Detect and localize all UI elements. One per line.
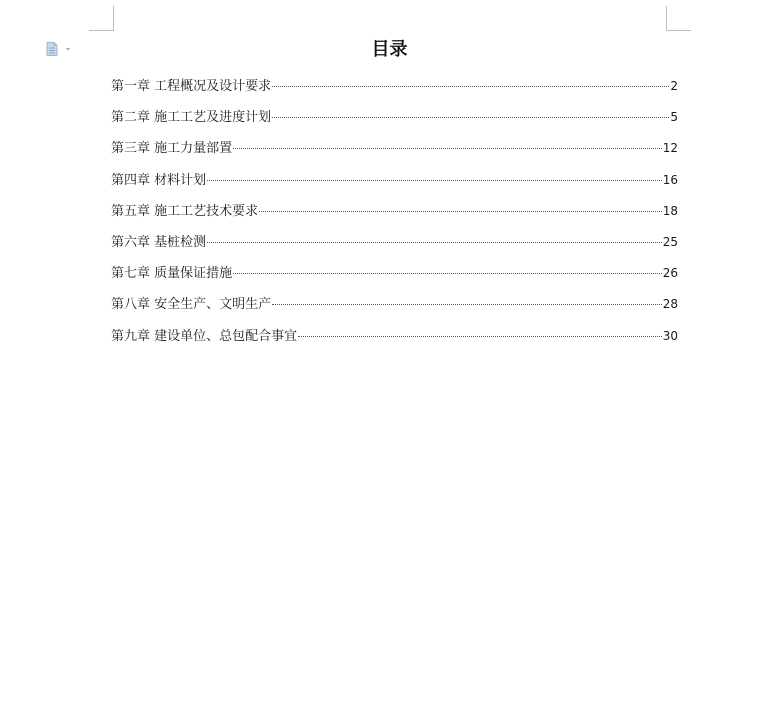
crop-mark-top-right [666, 6, 691, 31]
toc-heading: 安全生产、文明生产 [154, 297, 272, 313]
toc-entry-4[interactable] [111, 171, 678, 202]
toc-list [111, 77, 678, 358]
toc-chapter: 第一章 [111, 79, 151, 94]
toc-entry-3[interactable] [111, 139, 678, 170]
toc-heading: 基桩检测 [154, 234, 207, 250]
toc-chapter: 第八章 [111, 297, 151, 313]
toc-page-number: 18 [662, 203, 678, 218]
crop-mark-top-left [89, 6, 114, 31]
toc-dot-leader [272, 117, 669, 118]
toc-chapter: 第六章 [111, 234, 151, 250]
toc-heading: 质量保证措施 [154, 266, 233, 282]
toc-entry-1[interactable] [111, 77, 678, 108]
toc-page-number: 5 [670, 110, 678, 125]
toc-chapter: 第四章 [111, 172, 151, 188]
toc-heading: 施工力量部置 [154, 141, 233, 157]
toc-title: 目录 [371, 39, 408, 60]
toc-heading: 建设单位、总包配合事宜 [154, 328, 298, 344]
toc-dot-leader [272, 86, 669, 87]
toc-dot-leader [207, 242, 662, 243]
toc-page-number: 25 [662, 234, 678, 249]
toc-heading: 施工工艺及进度计划 [154, 110, 272, 126]
toc-entry-9[interactable] [111, 327, 678, 358]
toc-dot-leader [233, 148, 662, 149]
toc-entry-6[interactable] [111, 233, 678, 264]
toc-dot-leader [233, 273, 662, 274]
toc-heading: 材料计划 [154, 172, 207, 188]
toc-page-number: 2 [670, 79, 678, 93]
toc-entry-2[interactable] [111, 108, 678, 139]
toc-entry-8[interactable] [111, 295, 678, 326]
toc-heading: 施工工艺技术要求 [154, 203, 259, 219]
toc-chapter: 第三章 [111, 141, 151, 157]
toc-page-number: 30 [662, 328, 678, 343]
toc-page-number: 16 [662, 172, 678, 187]
toc-page-number: 26 [662, 266, 678, 281]
toc-entry-5[interactable] [111, 202, 678, 233]
toc-chapter: 第七章 [111, 266, 151, 282]
toc-dot-leader [298, 336, 662, 337]
toc-chapter: 第二章 [111, 110, 151, 126]
toc-dot-leader [207, 180, 662, 181]
toc-chapter: 第五章 [111, 203, 151, 219]
toc-entry-7[interactable] [111, 264, 678, 295]
toc-page-number: 12 [662, 141, 678, 156]
toc-dot-leader [272, 304, 662, 305]
toc-page-number: 28 [662, 297, 678, 312]
toc-dot-leader [259, 211, 662, 212]
toc-chapter: 第九章 [111, 328, 151, 344]
toc-heading: 工程概况及设计要求 [154, 79, 272, 94]
